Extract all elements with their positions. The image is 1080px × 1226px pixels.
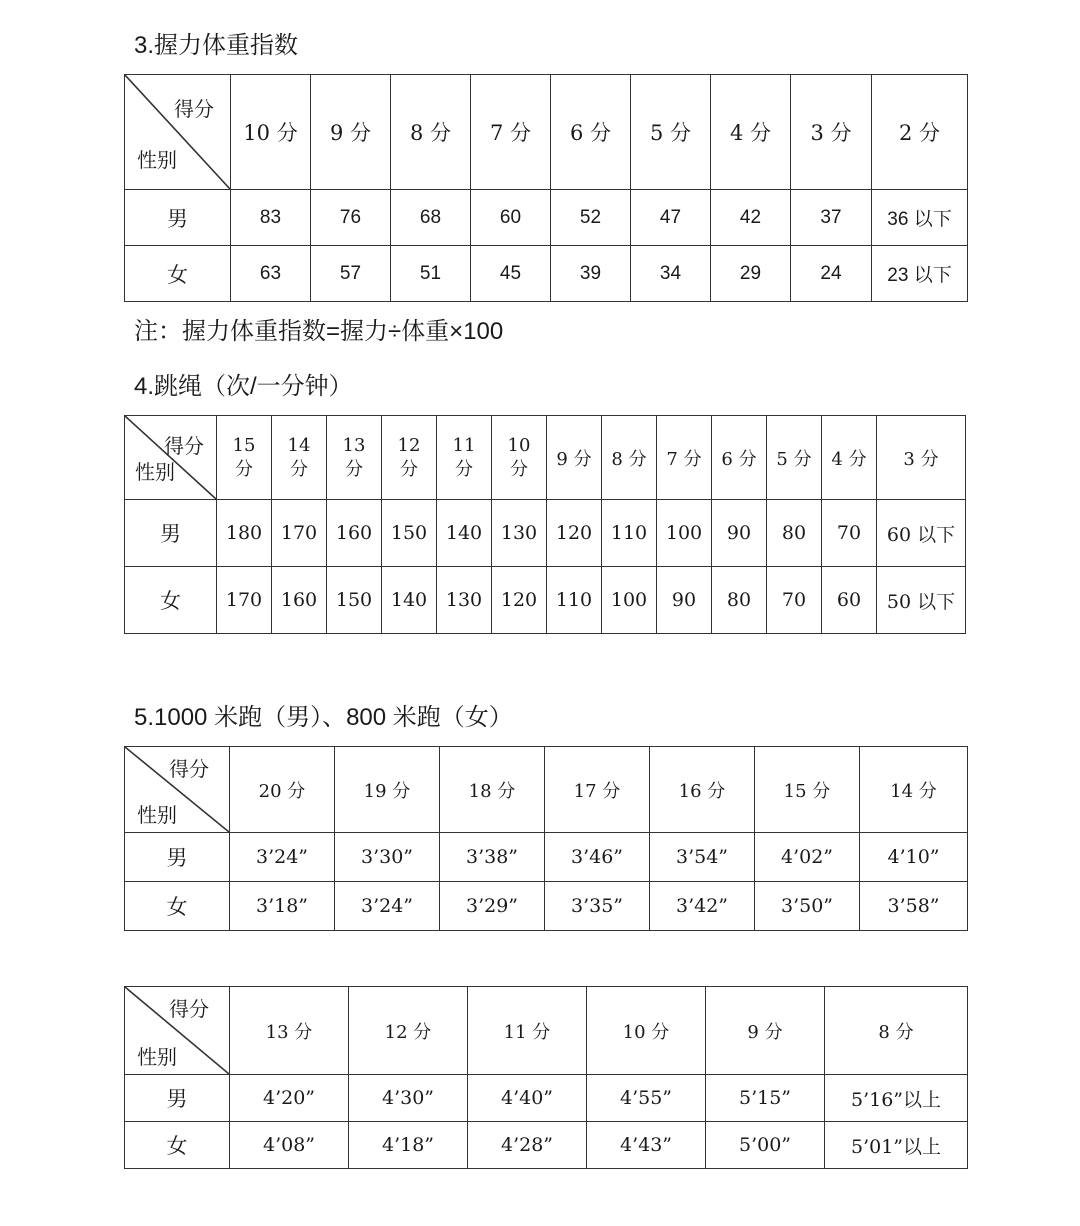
value-cell: 36 以下	[872, 190, 968, 246]
score-number: 15	[232, 435, 256, 457]
score-number: 14	[287, 435, 311, 457]
score-header: 8 分	[602, 416, 657, 500]
score-unit: 分	[235, 458, 253, 480]
value-cell: 37	[791, 190, 872, 246]
table-row-female	[125, 246, 968, 302]
score-header	[272, 416, 327, 500]
gender-cell: 男	[125, 500, 217, 567]
score-header: 8 分	[391, 75, 471, 190]
score-header: 3 分	[877, 416, 966, 500]
value-cell: 52	[551, 190, 631, 246]
value-cell: 120	[547, 500, 602, 567]
score-header: 12 分	[349, 987, 468, 1075]
value-cell: 100	[657, 500, 712, 567]
score-header: 9 分	[547, 416, 602, 500]
value-cell: 4’30”	[349, 1075, 468, 1122]
value-cell: 63	[231, 246, 311, 302]
corner-gender-label: 性别	[137, 1045, 177, 1069]
score-header	[492, 416, 547, 500]
value-cell: 130	[492, 500, 547, 567]
value-cell: 5’15”	[706, 1075, 825, 1122]
value-cell: 70	[767, 567, 822, 634]
table-header-row	[125, 747, 968, 833]
score-header: 19 分	[335, 747, 440, 833]
value-cell: 4’20”	[230, 1075, 349, 1122]
score-header: 15 分	[755, 747, 860, 833]
value-cell: 80	[712, 567, 767, 634]
value-cell: 83	[231, 190, 311, 246]
table-row-female	[125, 882, 968, 931]
value-cell: 60 以下	[877, 500, 966, 567]
value-cell: 140	[437, 500, 492, 567]
value-cell: 24	[791, 246, 872, 302]
corner-score-label: 得分	[164, 434, 204, 458]
value-cell: 4’28”	[468, 1122, 587, 1169]
gender-cell: 女	[125, 246, 231, 302]
value-cell: 60	[471, 190, 551, 246]
gender-cell: 男	[125, 833, 230, 882]
corner-cell	[125, 75, 231, 190]
table-header-row	[125, 75, 968, 190]
value-cell: 47	[631, 190, 711, 246]
corner-cell	[125, 416, 217, 500]
score-header: 20 分	[230, 747, 335, 833]
value-cell: 3’54”	[650, 833, 755, 882]
table-row-female	[125, 567, 966, 634]
value-cell: 3’42”	[650, 882, 755, 931]
value-cell: 34	[631, 246, 711, 302]
value-cell: 4’18”	[349, 1122, 468, 1169]
table-row-male	[125, 500, 966, 567]
value-cell: 140	[382, 567, 437, 634]
value-cell: 4’08”	[230, 1122, 349, 1169]
score-header: 7 分	[657, 416, 712, 500]
run-table-part1	[124, 746, 968, 931]
value-cell: 3’24”	[230, 833, 335, 882]
value-cell: 4’55”	[587, 1075, 706, 1122]
score-header: 13 分	[230, 987, 349, 1075]
score-unit: 分	[345, 458, 363, 480]
score-header: 5 分	[767, 416, 822, 500]
value-cell: 90	[657, 567, 712, 634]
score-number: 13	[342, 435, 366, 457]
score-header: 9 分	[706, 987, 825, 1075]
score-unit: 分	[290, 458, 308, 480]
value-cell: 3’18”	[230, 882, 335, 931]
value-cell: 4’02”	[755, 833, 860, 882]
table-header-row	[125, 987, 968, 1075]
score-header: 9 分	[311, 75, 391, 190]
value-cell: 51	[391, 246, 471, 302]
value-cell: 150	[327, 567, 382, 634]
score-header: 17 分	[545, 747, 650, 833]
score-header: 4 分	[711, 75, 791, 190]
score-header: 7 分	[471, 75, 551, 190]
table-row-male	[125, 1075, 968, 1122]
corner-score-label: 得分	[174, 97, 214, 121]
value-cell: 170	[217, 567, 272, 634]
run-table-part2	[124, 986, 968, 1169]
value-cell: 5’16”以上	[825, 1075, 968, 1122]
gender-cell: 男	[125, 190, 231, 246]
value-cell: 57	[311, 246, 391, 302]
value-cell: 100	[602, 567, 657, 634]
value-cell: 60	[822, 567, 877, 634]
score-header: 4 分	[822, 416, 877, 500]
value-cell: 110	[547, 567, 602, 634]
corner-gender-label: 性别	[135, 460, 175, 484]
value-cell: 5’01”以上	[825, 1122, 968, 1169]
value-cell: 45	[471, 246, 551, 302]
score-header: 2 分	[872, 75, 968, 190]
score-header: 10 分	[587, 987, 706, 1075]
value-cell: 180	[217, 500, 272, 567]
table-header-row	[125, 416, 966, 500]
value-cell: 3’38”	[440, 833, 545, 882]
value-cell: 5’00”	[706, 1122, 825, 1169]
value-cell: 3’46”	[545, 833, 650, 882]
score-header	[217, 416, 272, 500]
score-header: 16 分	[650, 747, 755, 833]
value-cell: 150	[382, 500, 437, 567]
score-header: 5 分	[631, 75, 711, 190]
value-cell: 3’30”	[335, 833, 440, 882]
value-cell: 76	[311, 190, 391, 246]
value-cell: 23 以下	[872, 246, 968, 302]
value-cell: 70	[822, 500, 877, 567]
corner-gender-label: 性别	[137, 803, 177, 827]
corner-cell	[125, 987, 230, 1075]
value-cell: 130	[437, 567, 492, 634]
table-row-female	[125, 1122, 968, 1169]
value-cell: 50 以下	[877, 567, 966, 634]
value-cell: 29	[711, 246, 791, 302]
corner-cell	[125, 747, 230, 833]
score-number: 12	[397, 435, 421, 457]
value-cell: 3’29”	[440, 882, 545, 931]
score-header: 11 分	[468, 987, 587, 1075]
value-cell: 68	[391, 190, 471, 246]
score-unit: 分	[455, 458, 473, 480]
value-cell: 4’40”	[468, 1075, 587, 1122]
value-cell: 160	[272, 567, 327, 634]
table-row-male	[125, 190, 968, 246]
corner-score-label: 得分	[169, 997, 209, 1021]
value-cell: 39	[551, 246, 631, 302]
score-header: 8 分	[825, 987, 968, 1075]
value-cell: 160	[327, 500, 382, 567]
score-unit: 分	[510, 458, 528, 480]
gender-cell: 女	[125, 567, 217, 634]
grip-strength-table	[124, 74, 968, 302]
value-cell: 80	[767, 500, 822, 567]
score-header: 3 分	[791, 75, 872, 190]
score-header	[437, 416, 492, 500]
jump-rope-table	[124, 415, 966, 634]
score-header: 18 分	[440, 747, 545, 833]
formula-note: 注：握力体重指数=握力÷体重×100	[134, 318, 504, 345]
section4-title: 4.跳绳（次/一分钟）	[134, 373, 353, 400]
score-header	[382, 416, 437, 500]
score-number: 10	[507, 435, 531, 457]
score-header	[327, 416, 382, 500]
value-cell: 42	[711, 190, 791, 246]
section3-title: 3.握力体重指数	[134, 32, 299, 59]
corner-score-label: 得分	[169, 757, 209, 781]
value-cell: 120	[492, 567, 547, 634]
score-number: 11	[452, 435, 476, 457]
gender-cell: 女	[125, 882, 230, 931]
value-cell: 170	[272, 500, 327, 567]
score-header: 6 分	[712, 416, 767, 500]
value-cell: 4’43”	[587, 1122, 706, 1169]
value-cell: 90	[712, 500, 767, 567]
table-row-male	[125, 833, 968, 882]
value-cell: 3’24”	[335, 882, 440, 931]
gender-cell: 女	[125, 1122, 230, 1169]
score-header: 6 分	[551, 75, 631, 190]
gender-cell: 男	[125, 1075, 230, 1122]
score-header: 10 分	[231, 75, 311, 190]
score-header: 14 分	[860, 747, 968, 833]
value-cell: 3’50”	[755, 882, 860, 931]
value-cell: 4’10”	[860, 833, 968, 882]
score-unit: 分	[400, 458, 418, 480]
value-cell: 3’35”	[545, 882, 650, 931]
value-cell: 3’58”	[860, 882, 968, 931]
value-cell: 110	[602, 500, 657, 567]
section5-title: 5.1000 米跑（男）、800 米跑（女）	[134, 704, 513, 731]
corner-gender-label: 性别	[137, 148, 177, 172]
